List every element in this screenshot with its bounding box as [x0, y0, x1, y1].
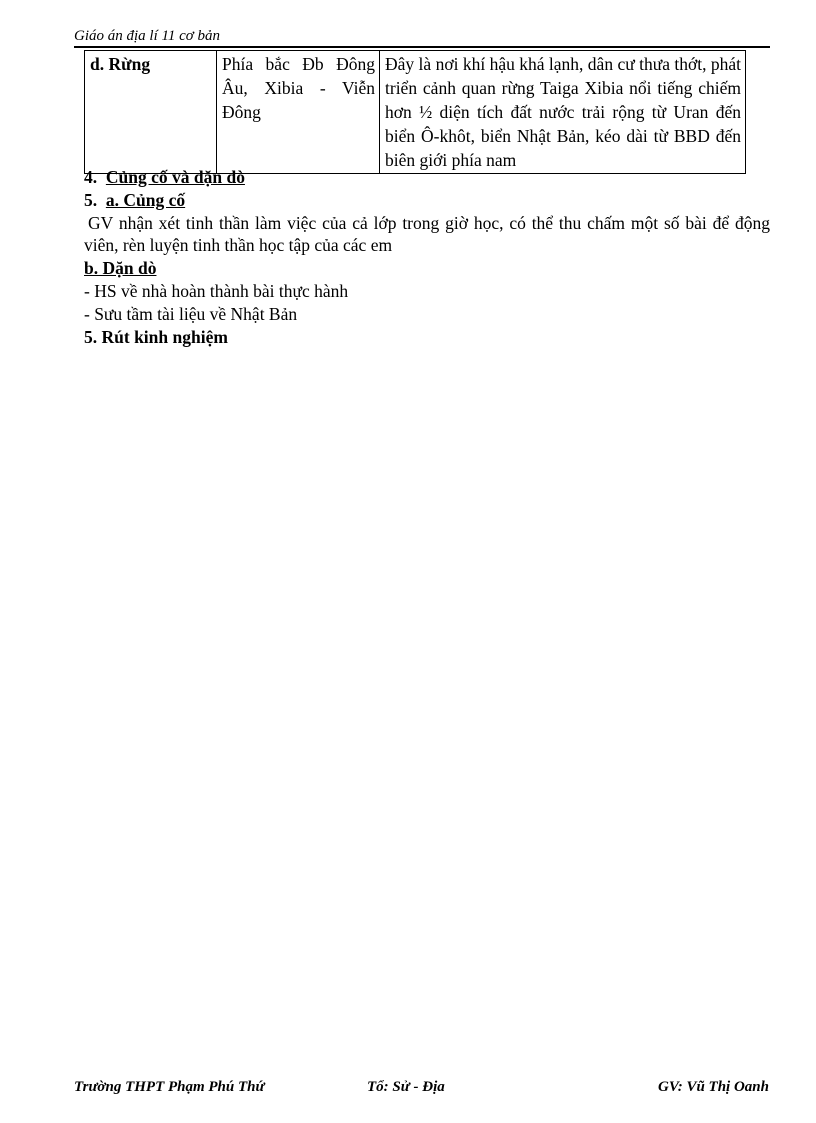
table-row: [85, 51, 746, 174]
section-4-heading: [84, 166, 770, 189]
section-5-last-heading: 5. Rút kinh nghiệm: [84, 326, 228, 347]
section-5a-text: GV nhận xét tinh thần làm việc của cả lớp trong giờ học, có thể thu chấm một số bài để động viên, rèn luyện tinh thần học tập của các em: [84, 212, 770, 256]
footer-teacher: GV: Vũ Thị Oanh: [657, 1079, 769, 1095]
footer-school: Trường THPT Phạm Phú Thứ: [74, 1079, 265, 1095]
page-header: Giáo án địa lí 11 cơ bản: [74, 28, 221, 44]
section-4-number: 4.: [84, 167, 98, 187]
section-5b-heading: b. Dặn dò: [84, 258, 157, 279]
section-4-title: Củng cố và dặn dò: [105, 167, 245, 187]
list-item: - Sưu tầm tài liệu về Nhật Bản: [84, 303, 298, 324]
list-item: - HS về nhà hoàn thành bài thực hành: [84, 280, 349, 301]
header-rule: [74, 46, 770, 48]
row-description: Đây là nơi khí hậu khá lạnh, dân cư thưa thớt, phát triển cảnh quan rừng Taiga Xibia nổi tiếng chiếm hơn ½ diện tích đất nước trải rộng từ Uran đến biển Ô-khôt, biển Nhật Bản, kéo dài từ BBD đến biên giới phía nam: [380, 51, 746, 174]
lesson-table: [84, 50, 746, 174]
row-location: Phía bắc Đb Đông Âu, Xibia - Viễn Đông: [217, 51, 380, 174]
footer-group: Tổ: Sử - Địa: [367, 1079, 445, 1095]
lesson-body: [84, 166, 770, 348]
row-label: d. Rừng: [85, 51, 217, 174]
section-5a-number: 5.: [84, 189, 98, 210]
section-5a-heading: [84, 189, 770, 212]
section-5a-title: a. Củng cố: [105, 189, 186, 210]
